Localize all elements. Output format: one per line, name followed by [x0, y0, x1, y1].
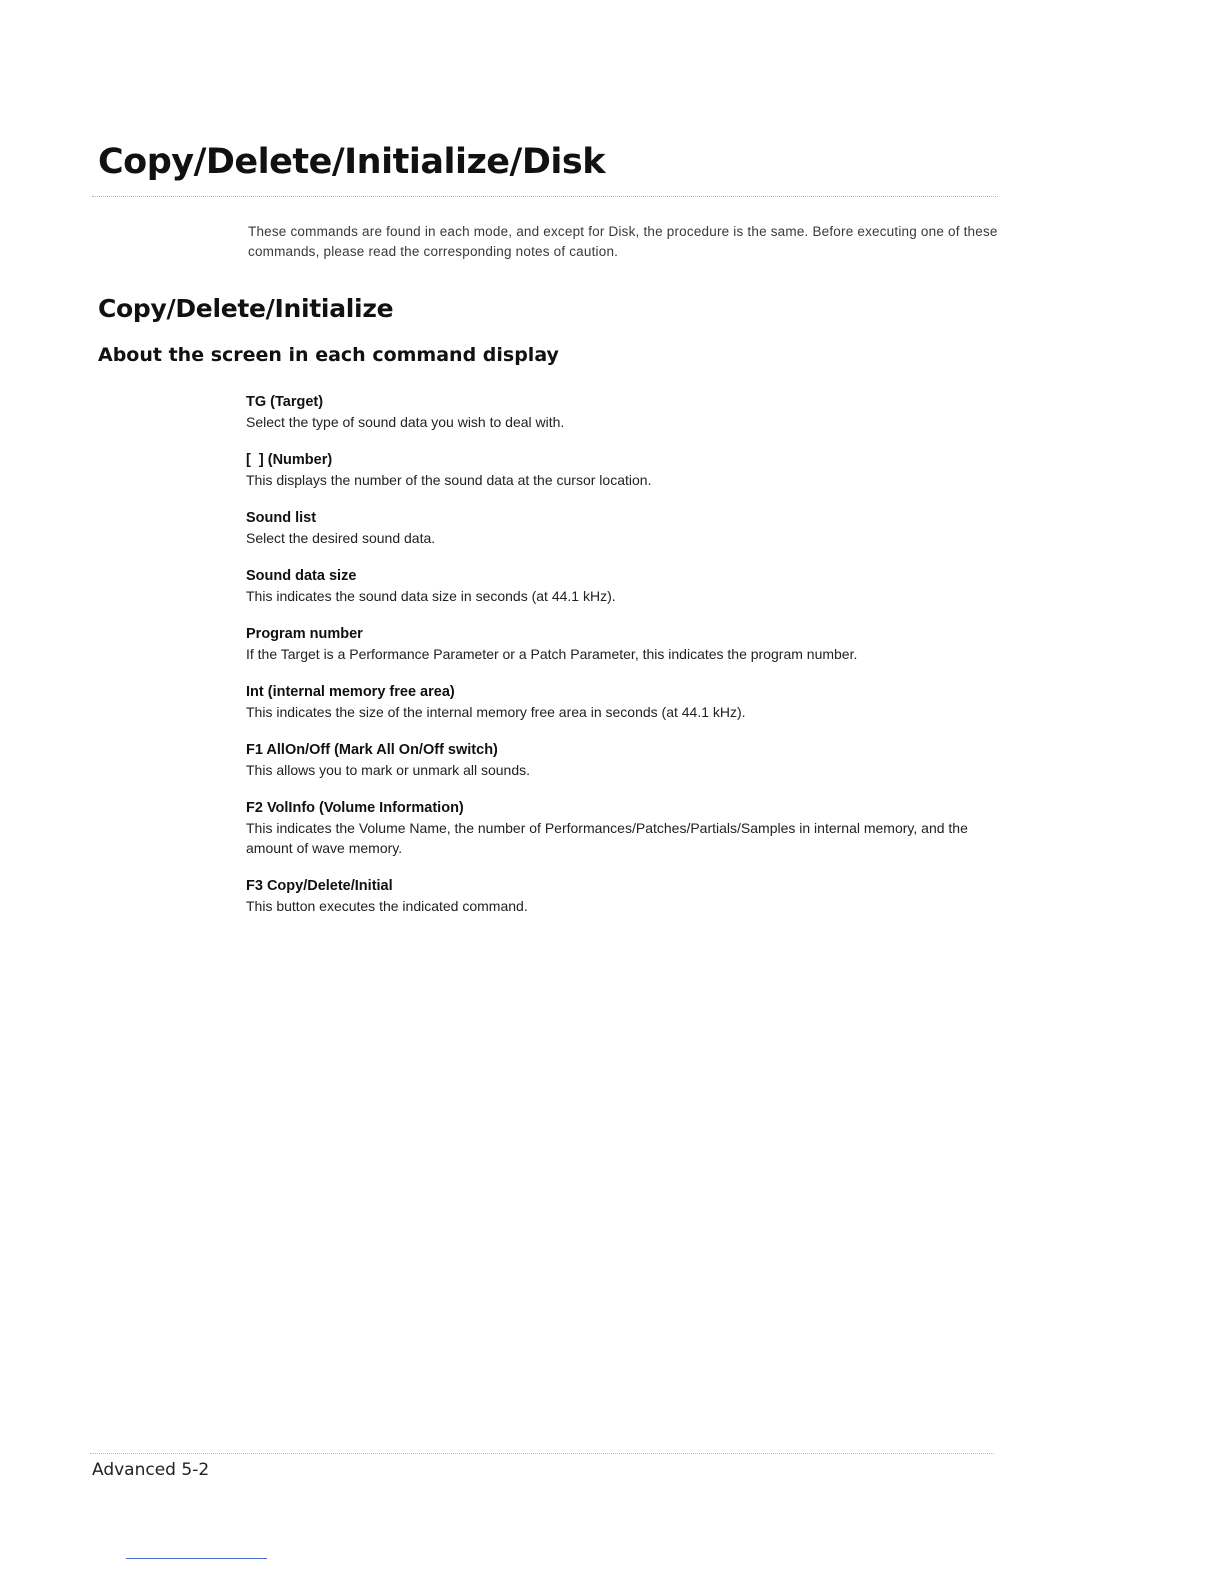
definition-item-f3-copy-delete-initial — [246, 877, 1006, 935]
definition-item-internal-memory — [246, 683, 1006, 741]
definition-item-target — [246, 393, 1006, 451]
sub-heading: About the screen in each command display — [98, 344, 559, 366]
definition-item-number — [246, 451, 1006, 509]
definition-description: This indicates the Volume Name, the number of Performances/Patches/Partials/Samples in internal memory, and the amount of wave memory. — [246, 820, 968, 856]
definition-description: This allows you to mark or unmark all sounds. — [246, 762, 530, 778]
definition-term: F2 VolInfo (Volume Information) — [246, 800, 464, 816]
title-divider — [92, 196, 998, 197]
definition-list — [246, 393, 1006, 935]
intro-paragraph: These commands are found in each mode, and except for Disk, the procedure is the same. Before executing one of these commands, please read the corresponding notes of caution. — [248, 224, 998, 259]
section-heading: Copy/Delete/Initialize — [98, 294, 394, 323]
definition-description: Select the type of sound data you wish to deal with. — [246, 414, 565, 430]
bottom-edge-line — [126, 1558, 267, 1559]
footer-divider — [90, 1453, 994, 1454]
definition-item-f1-allonoff — [246, 741, 1006, 799]
definition-term: F1 AllOn/Off (Mark All On/Off switch) — [246, 742, 498, 758]
definition-item-sound-data-size — [246, 567, 1006, 625]
definition-term: Sound data size — [246, 568, 357, 584]
definition-item-program-number — [246, 625, 1006, 683]
definition-description: If the Target is a Performance Parameter or a Patch Parameter, this indicates the program number. — [246, 646, 858, 662]
definition-description: Select the desired sound data. — [246, 530, 436, 546]
page-footer: Advanced 5-2 — [92, 1460, 210, 1480]
definition-item-sound-list — [246, 509, 1006, 567]
definition-term: Sound list — [246, 510, 317, 526]
definition-term: [ ] (Number) — [246, 452, 333, 468]
definition-description: This indicates the size of the internal memory free area in seconds (at 44.1 kHz). — [246, 704, 746, 720]
page-title: Copy/Delete/Initialize/Disk — [98, 142, 605, 182]
definition-item-f2-volinfo — [246, 799, 1006, 877]
definition-term: Int (internal memory free area) — [246, 684, 455, 700]
definition-term: TG (Target) — [246, 394, 324, 410]
definition-description: This indicates the sound data size in seconds (at 44.1 kHz). — [246, 588, 616, 604]
definition-term: Program number — [246, 626, 363, 642]
definition-description: This displays the number of the sound data at the cursor location. — [246, 472, 652, 488]
definition-term: F3 Copy/Delete/Initial — [246, 878, 393, 894]
definition-description: This button executes the indicated command. — [246, 898, 528, 914]
